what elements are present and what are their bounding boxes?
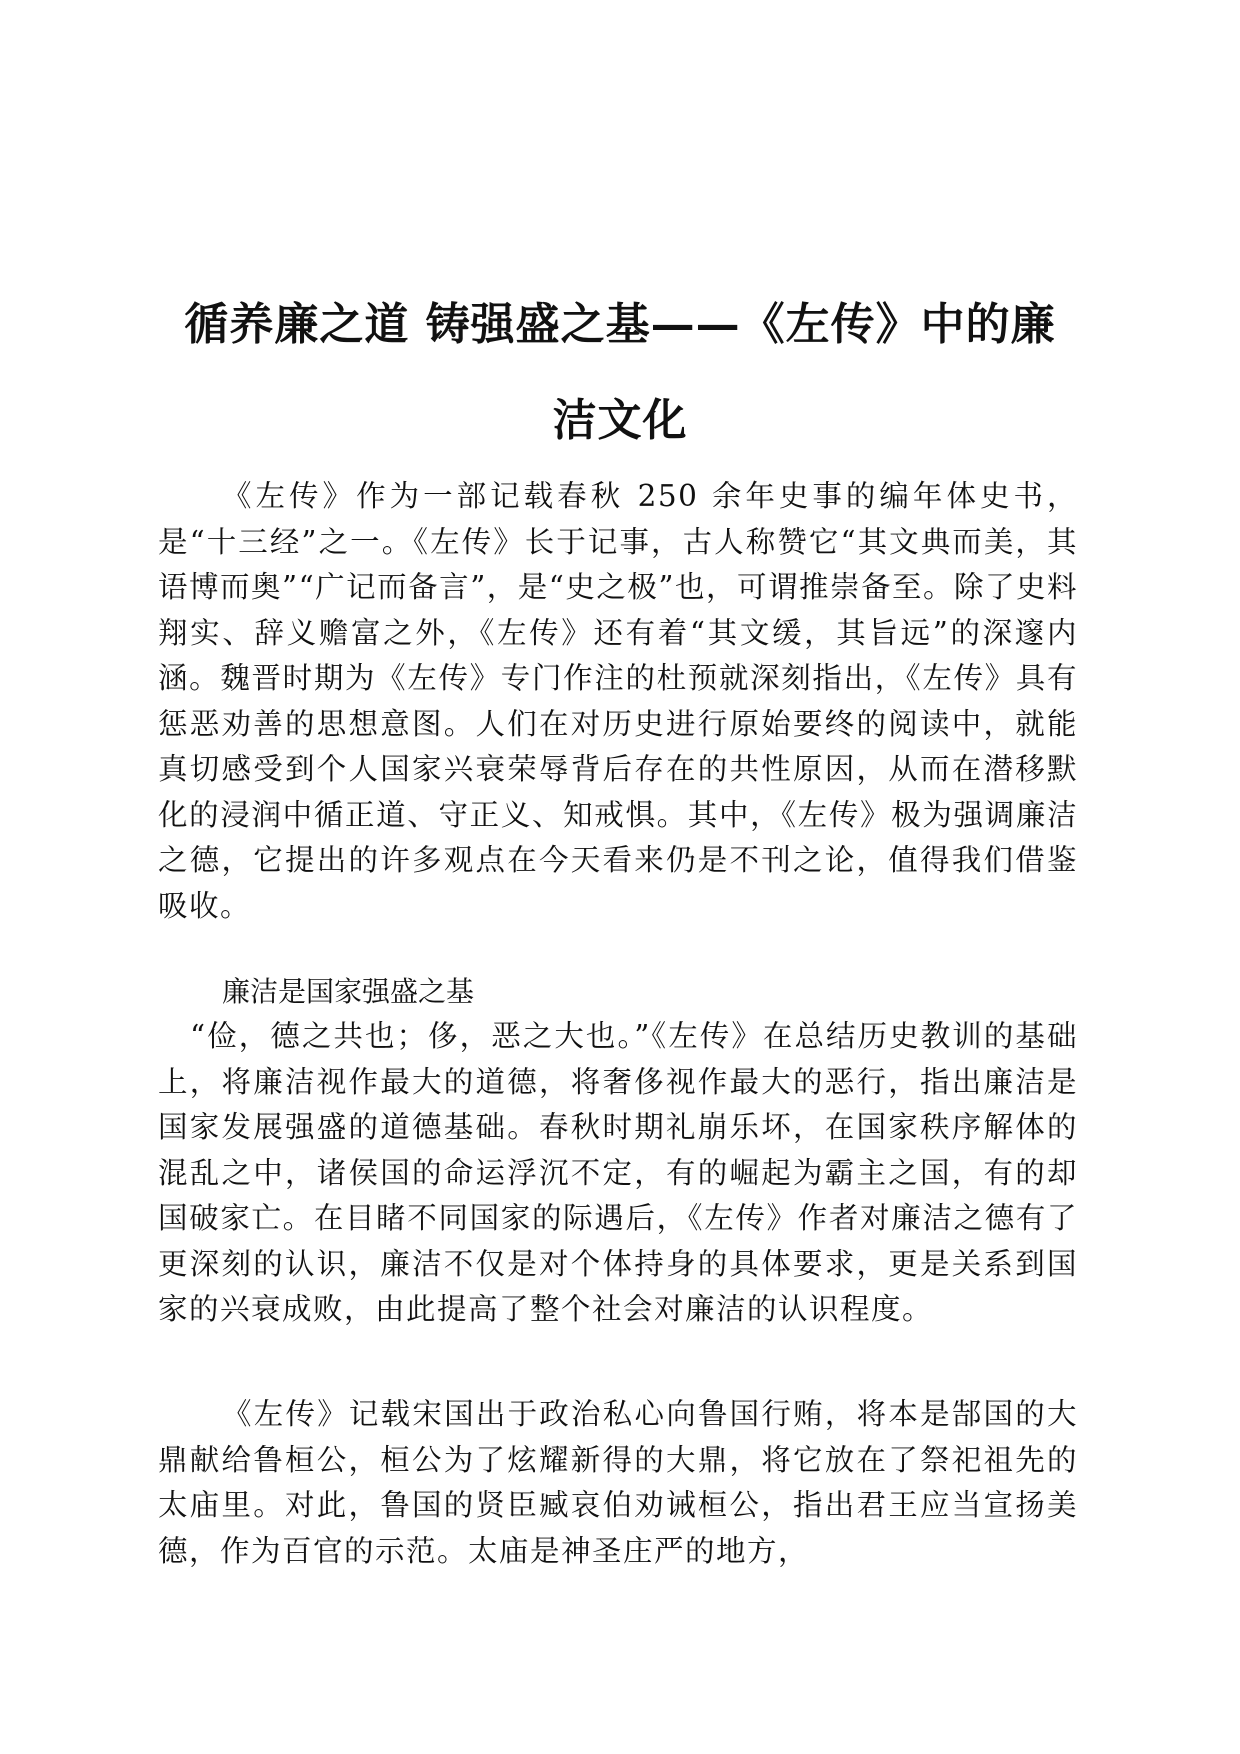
section-paragraph-1: “俭，德之共也；侈，恶之大也。”《左传》在总结历史教训的基础上，将廉洁视作最大的道德，将奢侈视作最大的恶行，指出廉洁是国家发展强盛的道德基础。春秋时期礼崩乐坏，在国家秩序解体的混乱之中，诸侯国的命运浮沉不定，有的崛起为霸主之国，有的却国破家亡。在目睹不同国家的际遇后，《左传》作者对廉洁之德有了更深刻的认识，廉洁不仅是对个体持身的具体要求，更是关系到国家的兴衰成败，由此提高了整个社会对廉洁的认识程度。 <box>158 1019 1078 1326</box>
title-line-1: 循养廉之道 铸强盛之基——《左传》中的廉 <box>184 299 1056 351</box>
section-heading: 廉洁是国家强盛之基 <box>222 975 475 1008</box>
document-title <box>120 277 1120 469</box>
section-paragraph-2: 《左传》记载宋国出于政治私心向鲁国行贿，将本是郜国的大鼎献给鲁桓公，桓公为了炫耀新得的大鼎，将它放在了祭祀祖先的太庙里。对此，鲁国的贤臣臧哀伯劝诫桓公，指出君王应当宣扬美德，作为百官的示范。太庙是神圣庄严的地方， <box>158 1397 1078 1568</box>
intro-paragraph: 《左传》作为一部记载春秋 250 余年史事的编年体史书，是“十三经”之一。《左传》长于记事，古人称赞它“其文典而美，其语博而奥”“广记而备言”，是“史之极”也，可谓推崇备至。除了史料翔实、辞义赡富之外，《左传》还有着“其文缓，其旨远”的深邃内涵。魏晋时期为《左传》专门作注的杜预就深刻指出，《左传》具有惩恶劝善的思想意图。人们在对历史进行原始要终的阅读中，就能真切感受到个人国家兴衰荣辱背后存在的共性原因，从而在潜移默化的浸润中循正道、守正义、知戒惧。其中，《左传》极为强调廉洁之德，它提出的许多观点在今天看来仍是不刊之论，值得我们借鉴吸收。 <box>158 479 1078 923</box>
title-line-2: 洁文化 <box>552 395 688 447</box>
